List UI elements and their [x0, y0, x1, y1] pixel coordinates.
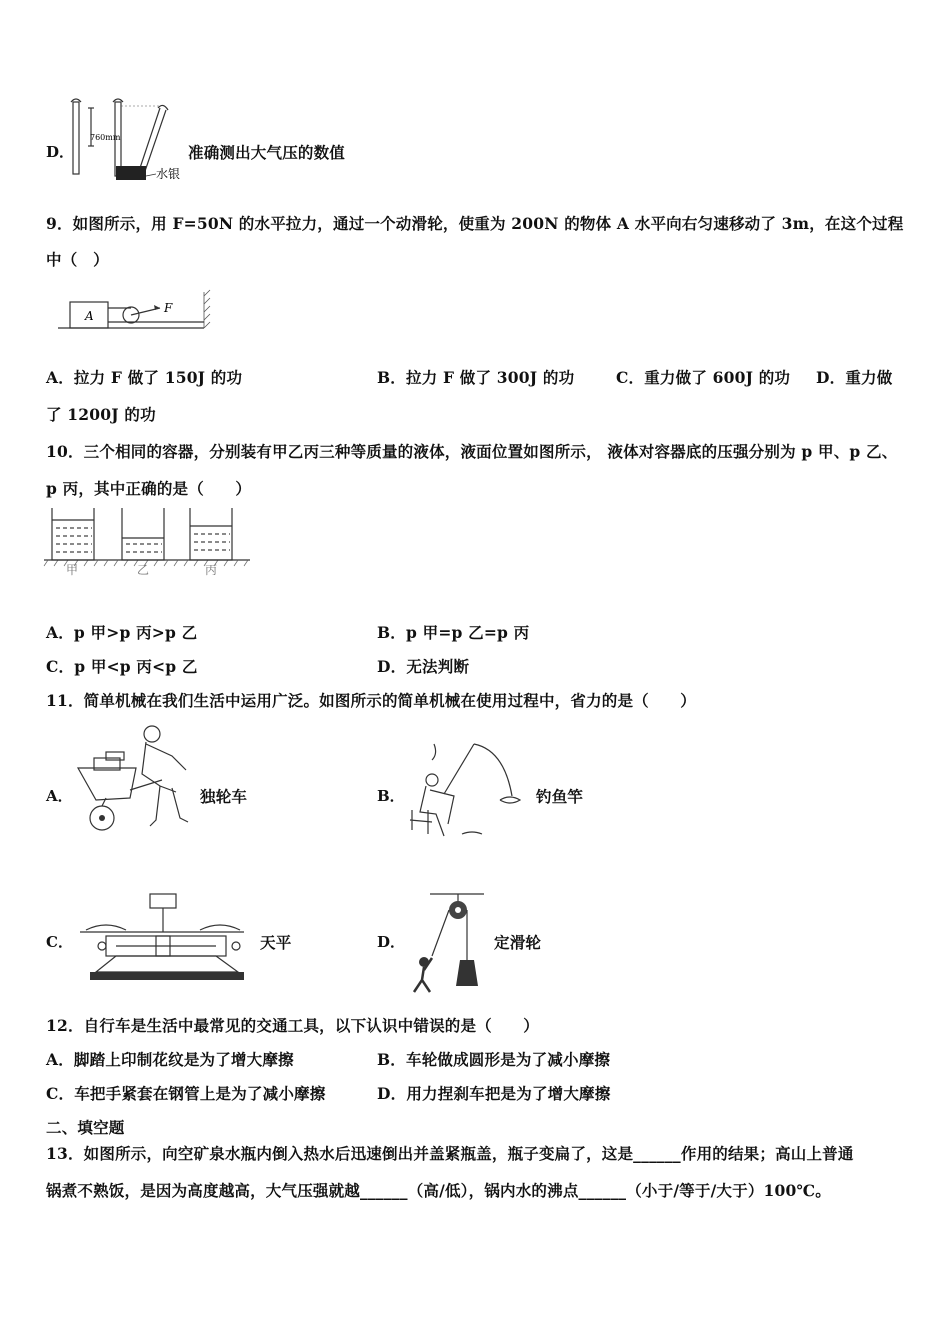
q13-stem-line2: 锅煮不熟饭，是因为高度越高，大气压强就越______（高/低），锅内水的沸点______（小于/等于/大于）100℃。: [46, 1181, 831, 1200]
q11-fishing-rod-figure: [404, 740, 530, 840]
q12-option-c: C．车把手紧套在钢管上是为了减小摩擦: [46, 1084, 326, 1103]
q9-force-label: F: [164, 301, 173, 315]
q9-pulley-figure: [56, 290, 216, 340]
q9-stem-line2: 中（ ）: [46, 250, 109, 269]
q10-containers-figure: [44, 506, 254, 578]
q9-option-d: D．重力做: [816, 368, 893, 387]
q11-option-a-caption: 独轮车: [200, 787, 248, 806]
q9-stem-line1: 9．如图所示，用 F=50N 的水平拉力，通过一个动滑轮，使重为 200N 的物体 A 水平向右匀速移动了 3m，在这个过程: [46, 214, 904, 233]
q9-block-label: A: [85, 309, 94, 323]
q8-torricelli-figure: [68, 98, 198, 186]
q8-option-d-caption: 准确测出大气压的数值: [188, 143, 346, 162]
q11-stem-line1: 11．简单机械在我们生活中运用广泛。如图所示的简单机械在使用过程中，省力的是（ ）: [46, 691, 696, 710]
q12-stem-line1: 12．自行车是生活中最常见的交通工具，以下认识中错误的是（ ）: [46, 1016, 539, 1035]
q12-option-a: A．脚踏上印制花纹是为了增大摩擦: [46, 1050, 294, 1069]
q10-label-jia: 甲: [66, 563, 79, 577]
q11-option-c-caption: 天平: [260, 933, 292, 952]
q9-option-b: B．拉力 F 做了 300J 的功: [377, 368, 575, 387]
q10-label-bing: 丙: [205, 563, 218, 577]
q11-fixed-pulley-figure: [410, 890, 496, 996]
q9-option-d-cont: 了 1200J 的功: [46, 405, 156, 424]
q12-option-d: D．用力捏刹车把是为了增大摩擦: [377, 1084, 611, 1103]
q9-option-a: A．拉力 F 做了 150J 的功: [46, 368, 243, 387]
q11-balance-figure: [76, 892, 262, 988]
q10-option-d: D．无法判断: [377, 657, 470, 676]
q9-option-c: C．重力做了 600J 的功: [616, 368, 791, 387]
q8-option-d-label: D．: [46, 143, 75, 161]
q10-option-c: C．p 甲<p 丙<p 乙: [46, 657, 198, 676]
q10-stem-line2: p 丙，其中正确的是（ ）: [46, 479, 252, 498]
q12-option-b: B．车轮做成圆形是为了减小摩擦: [377, 1050, 611, 1069]
q11-option-d-label: D．: [377, 933, 406, 951]
q11-option-a-label: A．: [46, 787, 73, 805]
q13-stem-line1: 13．如图所示，向空矿泉水瓶内倒入热水后迅速倒出并盖紧瓶盖，瓶子变扁了，这是______作用的结果；高山上普通: [46, 1144, 854, 1163]
section-2-title: 二、填空题: [46, 1118, 125, 1137]
q11-wheelbarrow-figure: [76, 722, 196, 836]
q11-option-c-label: C．: [46, 933, 73, 951]
q10-label-yi: 乙: [137, 563, 150, 577]
q8-mercury-label: 水银: [156, 167, 181, 181]
q10-stem-line1: 10．三个相同的容器，分别装有甲乙丙三种等质量的液体，液面位置如图所示， 液体对容器底的压强分别为 p 甲、p 乙、: [46, 442, 898, 461]
q8-height-label: 760mm: [90, 133, 121, 142]
q11-option-b-label: B．: [377, 787, 405, 805]
q10-option-a: A．p 甲>p 丙>p 乙: [46, 623, 198, 642]
q10-option-b: B．p 甲=p 乙=p 丙: [377, 623, 530, 642]
q11-option-b-caption: 钓鱼竿: [536, 787, 584, 806]
q11-option-d-caption: 定滑轮: [494, 933, 542, 952]
